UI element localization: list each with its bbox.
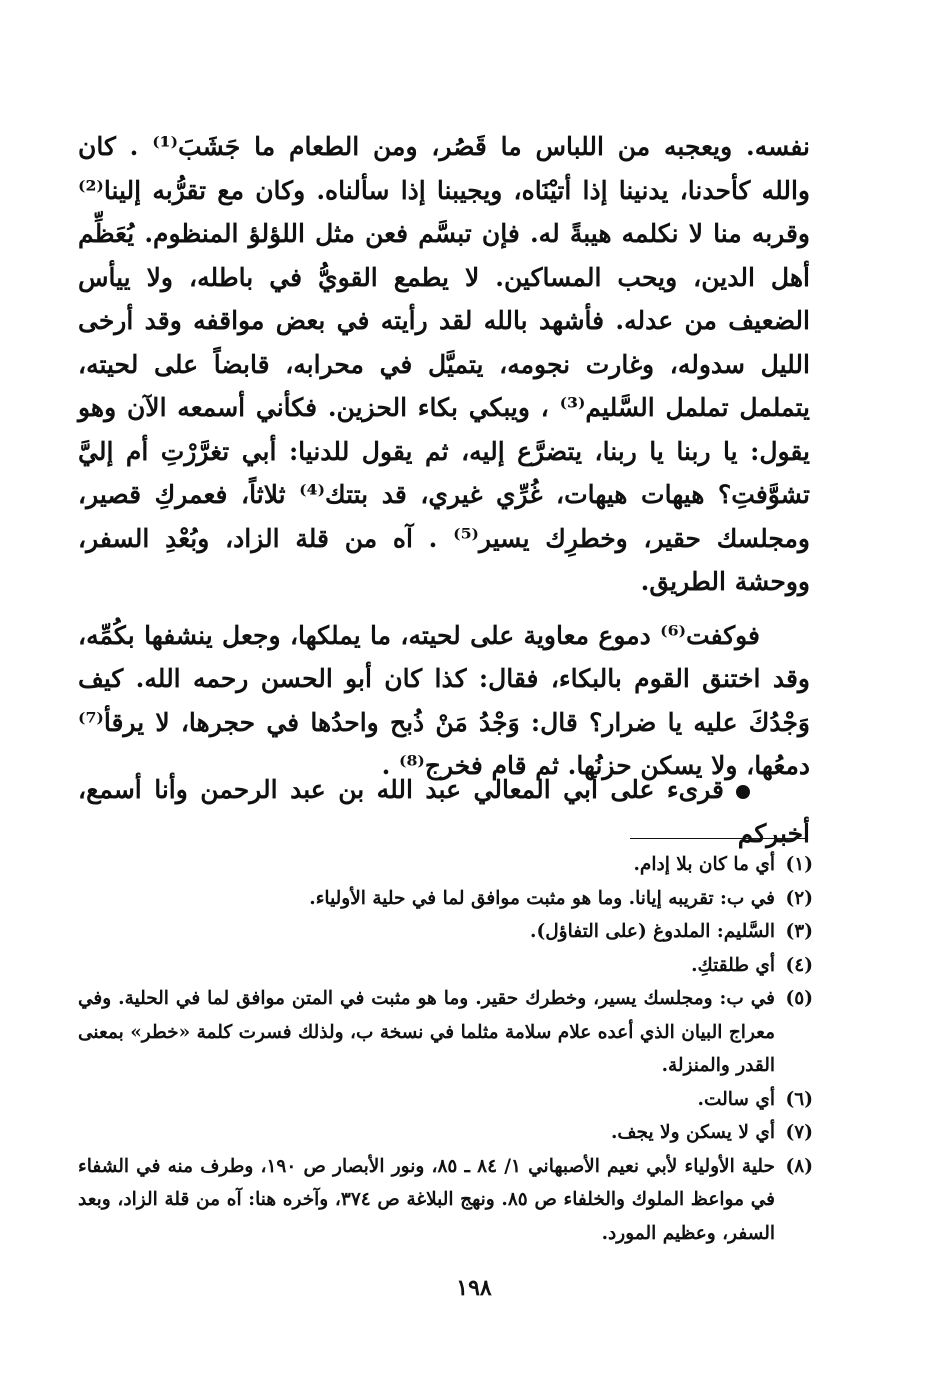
bullet-text: قرىء على أبي المعالي عبد الله بن عبد الرحمن وأنا أسمع، أخبركم xyxy=(78,775,810,848)
main-text xyxy=(78,125,811,848)
footnote-7 xyxy=(78,1116,813,1150)
footnote-number: (٦) xyxy=(785,1088,813,1110)
footnote-6 xyxy=(78,1083,813,1117)
footnote-text: حلية الأولياء لأبي نعيم الأصبهاني ١/ ٨٤ ـ ٨٥، ونور الأبصار ص ١٩٠، وطرف منه في الشفاء في مواعظ الملوك والخلفاء ص ٨٥. ونهج البلاغة ص ٣٧٤، وآخره هنا: آه من قلة الزاد، وبعد السفر، وعظيم المورد. xyxy=(78,1155,775,1244)
footnote-number: (٣) xyxy=(785,921,813,942)
footnote-4 xyxy=(78,949,813,983)
footnote-3 xyxy=(78,915,813,949)
footnote-text: أي سالت. xyxy=(697,1088,775,1110)
footnote-separator xyxy=(630,838,808,839)
footnote-text: في ب: ومجلسك يسير، وخطرك حقير. وما هو مثبت في المتن موافق لما في الحلية. وفي معراج البيان الذي أعده علام سلامة مثلما في نسخة ب، ولذلك فسرت كلمة «خطر» بمعنى القدر والمنزلة. xyxy=(78,988,775,1076)
bullet-icon xyxy=(736,785,750,799)
footnote-text: السَّليم: الملدوغ (على التفاؤل). xyxy=(530,921,775,942)
paragraph-1: نفسه. ويعجبه من اللباس ما قَصُر، ومن الطعام ما جَشَبَ⁽¹⁾ . كان والله كأحدنا، يدنينا إذا أتيْنَاه، ويجيبنا إذا سألناه. وكان مع تقرُّبه إلينا⁽²⁾ وقربه منا لا نكلمه هيبةً له. فإن تبسَّم فعن مثل اللؤلؤ المنظوم. يُعَظِّم أهل الدين، ويحب المساكين. لا يطمع القويُّ في باطله، ولا ييأس الضعيف من عدله. فأشهد بالله لقد رأيته في بعض مواقفه وقد أرخى الليل سدوله، وغارت نجومه، يتميَّل في محرابه، قابضاً على لحيته، يتململ تململ السَّليم⁽³⁾ ، ويبكي بكاء الحزين. فكأني أسمعه الآن وهو يقول: يا ربنا يا ربنا، يتضرَّع إليه، ثم يقول للدنيا: أبي تغرَّرْتِ أم إليَّ تشوَّفتِ؟ هيهات هيهات، غُرِّي غيري، قد بتتك⁽⁴⁾ ثلاثاً، فعمركِ قصير، ومجلسك حقير، وخطرِك يسير⁽⁵⁾ . آه من قلة الزاد، وبُعْدِ السفر، ووحشة الطريق. xyxy=(78,132,811,596)
footnotes-list xyxy=(78,848,813,1250)
footnote-1 xyxy=(78,848,813,882)
footnote-5 xyxy=(78,982,813,1083)
footnote-number: (١) xyxy=(785,854,813,875)
footnote-8 xyxy=(78,1150,813,1251)
footnote-number: (٨) xyxy=(785,1155,813,1177)
footnote-number: (٢) xyxy=(785,887,813,909)
footnote-text: أي ما كان بلا إدام. xyxy=(633,854,775,875)
footnote-number: (٧) xyxy=(785,1122,813,1143)
bullet-paragraph xyxy=(78,768,810,855)
footnote-2 xyxy=(78,882,813,916)
footnote-number: (٥) xyxy=(785,988,813,1009)
paragraph-2: فوكفت⁽⁶⁾ دموع معاوية على لحيته، ما يملكها، وجعل ينشفها بكُمِّه، وقد اختنق القوم بالبكاء، فقال: كذا كان أبو الحسن رحمه الله. كيف وَجْدُكَ عليه يا ضرار؟ قال: وَجْدُ مَنْ ذُبح واحدُها في حجرها، لا يرقأ⁽⁷⁾ دمعُها، ولا يسكن حزنُها. ثم قام فخرج⁽⁸⁾ . xyxy=(78,620,810,780)
footnote-text: أي طلقتكِ. xyxy=(691,954,775,976)
page-number: ١٩٨ xyxy=(456,1275,492,1301)
footnote-number: (٤) xyxy=(785,954,813,976)
footnote-text: في ب: تقريبه إيانا. وما هو مثبت موافق لما في حلية الأولياء. xyxy=(309,887,775,909)
footnote-text: أي لا يسكن ولا يجف. xyxy=(610,1122,775,1143)
